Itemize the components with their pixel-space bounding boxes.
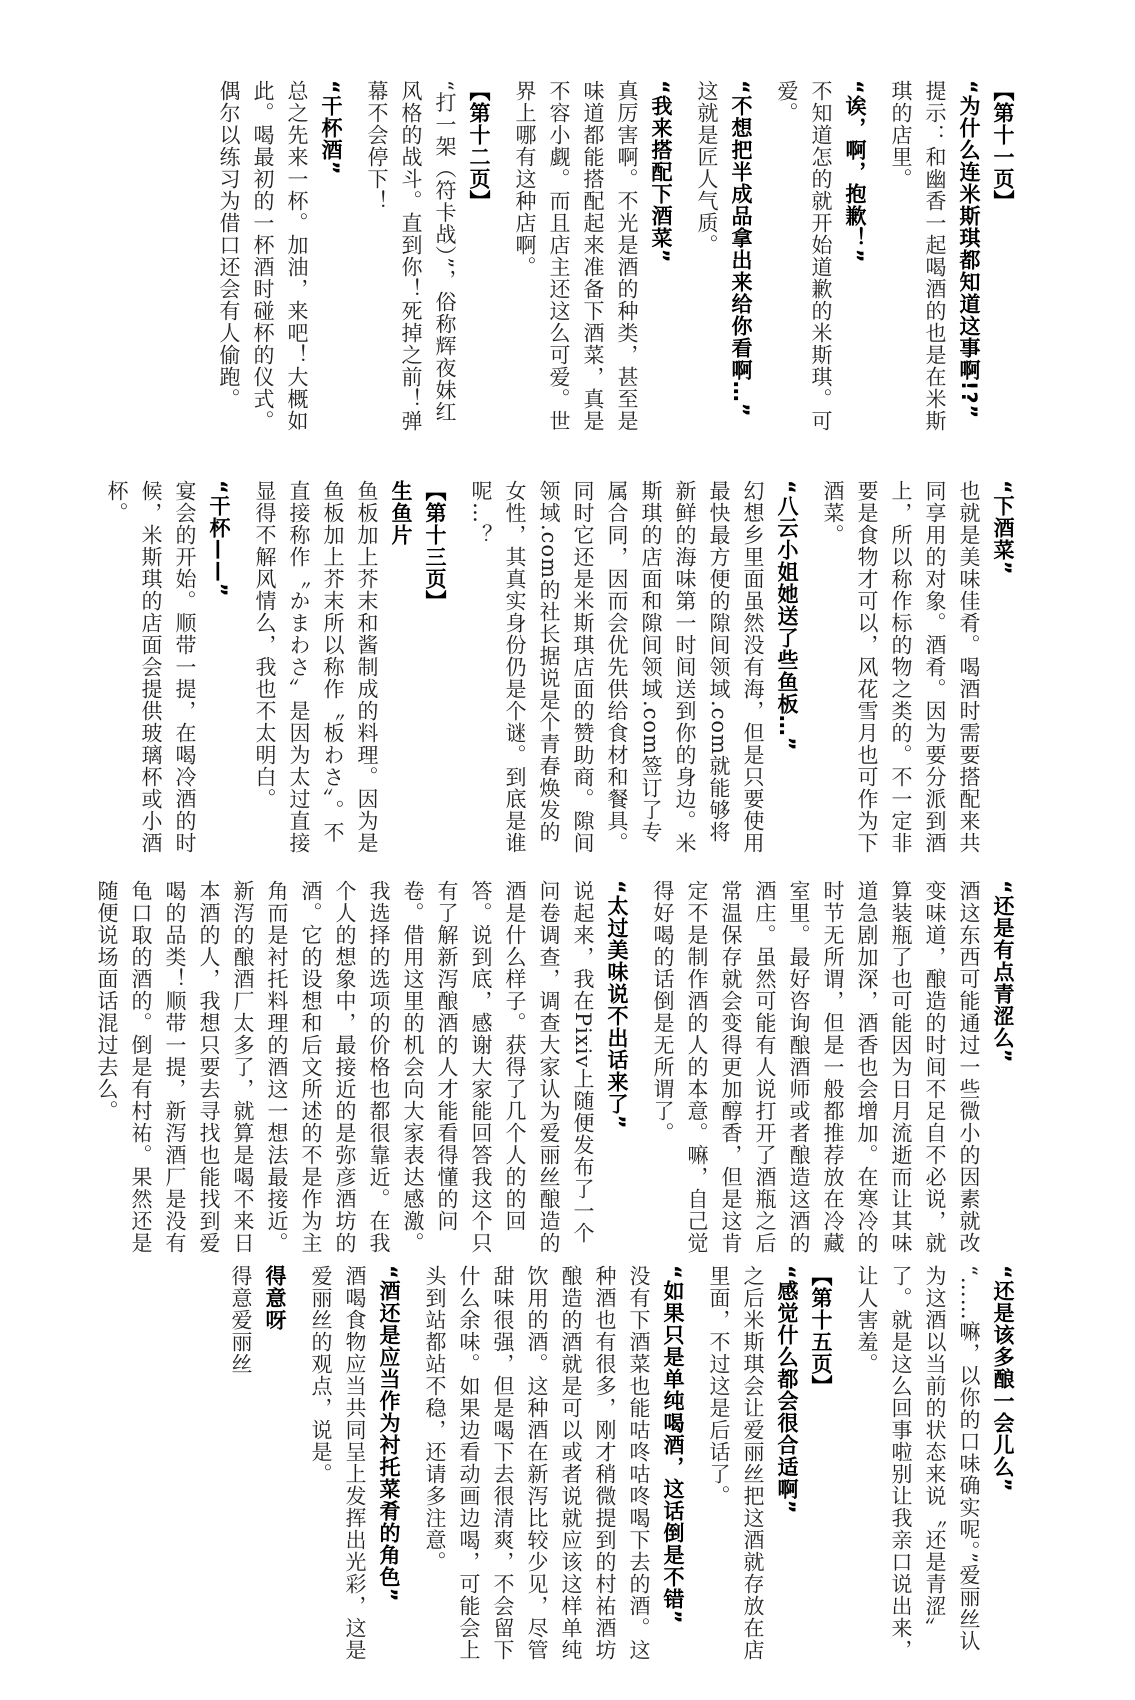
note-heading: “太过美味说不出话来了” <box>605 880 629 1130</box>
note-entry <box>224 1265 292 1665</box>
note-entry <box>702 1265 838 1665</box>
note-heading: “干杯——” <box>207 480 231 598</box>
note-body: 也就是美味佳肴。喝酒时需要搭配来共同享用的对象。酒肴。因为要分派到酒上，所以称作标的物之类的。不一定非要是食物才可以，风花雪月也可作为下酒菜。 <box>821 480 981 854</box>
note-heading: “还是该多酿一会儿么” <box>991 1265 1015 1493</box>
page-marker: 【第十二页】 <box>467 80 491 212</box>
note-entry <box>884 80 1020 440</box>
page-marker: 【第十五页】 <box>809 1265 833 1397</box>
note-heading: “八云小姐她送了些鱼板…” <box>775 480 799 752</box>
note-body: 得意爱丽丝 <box>229 1265 253 1375</box>
note-heading: “干杯酒” <box>319 80 343 176</box>
note-body: 说起来，我在Pixiv上随便发布了一个问卷调查，调查大家认为爱丽丝酿造的酒是什么样子。获得了几个人的的回答。说到底，感谢大家能回答我这个只有了解新泻酿酒的人才能看得懂的问卷。借用这里的机会向大家表达感激。我选择的选项的价格也都很靠近。在我个人的想象中，最接近的是弥彦酒坊的酒。它的设想和后文所述的不是作为主角而是衬托料理的酒这一想法最接近。新泻的酿酒厂太多了，就算是喝不来日本酒的人，我想只要去寻找也能找到爱喝的品类！顺带一提，新泻酒厂是没有龟口取的酒的。倒是有村祐。果然还是随便说场面话混过去么。 <box>95 880 595 1254</box>
text-column-1 <box>140 80 1020 440</box>
note-body: 幻想乡里面虽然没有海，但是只要使用最快最方便的隙间领域.com就能够将新鲜的海味第一时间送到你的身边。米斯琪的店面和隙间领域.com签订了专属合同，因而会优先供给食材和餐具。同时它还是米斯琪店面的赞助商。隙间领域.com的社长据说是个青春焕发的女性，其真实身份仍是个谜。到底是谁呢…？ <box>469 480 765 854</box>
note-heading: 得意呀 <box>263 1265 287 1331</box>
note-heading: “我来搭配下酒菜” <box>649 80 673 264</box>
page-marker: 【第十一页】 <box>991 80 1015 212</box>
note-body: “……嘛，以你的口味确实呢。”爱丽丝认为这酒以当前的状态来说〝还是青涩〟了。就是这么回事啦别让我亲口说出来，让人害羞。 <box>855 1265 981 1661</box>
note-entry <box>100 480 236 855</box>
note-entry <box>770 80 872 440</box>
note-body: 这就是匠人气质。 <box>695 80 719 256</box>
note-entry <box>690 80 758 440</box>
note-body: 没有下酒菜也能咕咚咕咚喝下去的酒。这种酒也有很多，刚才稍微提到的村祐酒坊酿造的酒就是可以或者说就应该这样单纯饮用的酒。这种酒在新泻比较少见，尽管甜味很强，但是喝下去很清爽，不会留下什么余味。如果边看动画边喝，可能会上头到站都站不稳，还请多注意。 <box>423 1265 651 1661</box>
note-heading: “如果只是单纯喝酒，这话倒是不错” <box>661 1265 685 1625</box>
note-body: “打一架（符卡战）”，俗称辉夜妹红风格的战斗。直到你！死掉之前！弹幕不会停下！ <box>365 80 457 432</box>
note-body: 不知道怎的就开始道歉的米斯琪。可爱。 <box>775 80 833 432</box>
note-entry <box>816 480 1020 855</box>
note-entry <box>418 1265 690 1665</box>
text-column-2 <box>105 480 1020 855</box>
note-entry <box>646 880 1020 1255</box>
note-body: 鱼板加上芥末和酱制成的料理。因为是鱼板加上芥末所以称作〝板わさ〟。不直接称作〝かまわさ〟是因为太过直接显得不解风情么，我也不太明白。 <box>253 480 379 854</box>
note-entry <box>464 480 804 855</box>
note-heading: “感觉什么都会很合适啊” <box>775 1265 799 1515</box>
note-heading: “为什么连米斯琪都知道这事啊!?” <box>957 80 981 420</box>
note-body: 酒喝食物应当共同呈上发挥出光彩，这是爱丽丝的观点，说是。 <box>309 1265 367 1661</box>
note-entry <box>508 80 678 440</box>
note-heading: “还是有点青涩么” <box>991 880 1015 1064</box>
note-body: 宴会的开始。顺带一提，在喝冷酒的时候，米斯琪的店面会提供玻璃杯或小酒杯。 <box>105 480 197 854</box>
note-body: 提示：和幽香一起喝酒的也是在米斯琪的店里。 <box>889 80 947 432</box>
note-entry <box>850 1265 1020 1665</box>
note-body: 总之先来一杯。加油，来吧！大概如此。喝最初的一杯酒时碰杯的仪式。偶尔以练习为借口还会有人偷跑。 <box>217 80 309 432</box>
note-entry <box>360 80 496 440</box>
note-body: 真厉害啊。不光是酒的种类，甚至是味道都能搭配起来准备下酒菜，真是不容小觑。而且店主还这么可爱。世界上哪有这种店啊。 <box>513 80 639 432</box>
note-heading: “下酒菜” <box>991 480 1015 576</box>
page-marker: 【第十三页】 <box>423 480 447 612</box>
note-entry <box>212 80 348 440</box>
note-body: 酒这东西可能通过一些微小的因素就改变味道，酿造的时间不足自不必说，就算装瓶了也可能因为日月流逝而让其味道急剧加深，酒香也会增加。在寒冷的时节无所谓，但是一般都推荐放在冷藏室里。最好咨询酿酒师或者酿造这酒的酒庄。虽然可能有人说打开了酒瓶之后常温保存就会变得更加醇香，但是这肯定不是制作酒的人的本意。嘛，自己觉得好喝的话倒是无所谓了。 <box>651 880 981 1254</box>
note-heading: 生鱼片 <box>389 480 413 546</box>
note-heading: “酒还是应当作为衬托菜肴的角色” <box>377 1265 401 1603</box>
text-column-4 <box>140 1265 1020 1665</box>
text-column-3 <box>95 880 1020 1255</box>
note-entry <box>304 1265 406 1665</box>
note-heading: “诶，啊，抱歉！” <box>843 80 867 264</box>
note-entry <box>90 880 634 1255</box>
note-entry <box>248 480 452 855</box>
note-body: 之后米斯琪会让爱丽丝把这酒就存放在店里面，不过这是后话了。 <box>707 1265 765 1661</box>
note-heading: “不想把半成品拿出来给你看啊…” <box>729 80 753 418</box>
